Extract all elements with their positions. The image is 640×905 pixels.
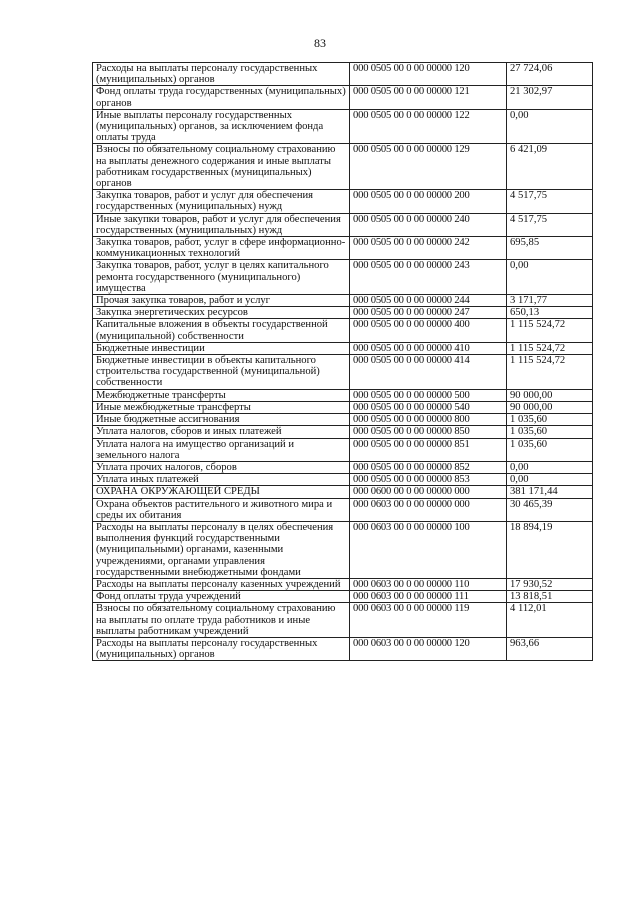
row-code-cell: 000 0505 00 0 00 00000 120 xyxy=(350,63,507,86)
row-code-cell: 000 0505 00 0 00 00000 242 xyxy=(350,237,507,260)
row-name-cell: Иные закупки товаров, работ и услуг для обеспечения государственных (муниципальных) нужд xyxy=(93,213,350,236)
row-code-cell: 000 0505 00 0 00 00000 240 xyxy=(350,213,507,236)
row-name-cell: Уплата налога на имущество организаций и земельного налога xyxy=(93,438,350,461)
row-sum-cell: 695,85 xyxy=(507,237,593,260)
row-sum-cell: 90 000,00 xyxy=(507,389,593,401)
row-name-cell: Бюджетные инвестиции в объекты капитального строительства государственной (муниципальной) собственности xyxy=(93,355,350,390)
table-row xyxy=(93,190,593,213)
row-name-cell: Иные бюджетные ассигнования xyxy=(93,414,350,426)
row-name-cell: Фонд оплаты труда государственных (муниципальных) органов xyxy=(93,86,350,109)
page-number: 83 xyxy=(314,36,326,50)
table-row xyxy=(93,426,593,438)
row-name-cell: Взносы по обязательному социальному страхованию на выплаты по оплате труда работников и иные выплаты работникам учреждений xyxy=(93,603,350,638)
row-sum-cell: 17 930,52 xyxy=(507,578,593,590)
row-code-cell: 000 0505 00 0 00 00000 129 xyxy=(350,144,507,190)
row-name-cell: Взносы по обязательному социальному страхованию на выплаты денежного содержания и иные выплаты работникам государственных (муниципальных) органов xyxy=(93,144,350,190)
row-code-cell: 000 0600 00 0 00 00000 000 xyxy=(350,486,507,498)
row-name-cell: Расходы на выплаты персоналу казенных учреждений xyxy=(93,578,350,590)
row-sum-cell: 0,00 xyxy=(507,260,593,295)
row-sum-cell: 90 000,00 xyxy=(507,401,593,413)
row-code-cell: 000 0603 00 0 00 00000 119 xyxy=(350,603,507,638)
row-sum-cell: 0,00 xyxy=(507,109,593,144)
row-code-cell: 000 0505 00 0 00 00000 410 xyxy=(350,342,507,354)
row-code-cell: 000 0505 00 0 00 00000 851 xyxy=(350,438,507,461)
row-sum-cell: 27 724,06 xyxy=(507,63,593,86)
row-sum-cell: 18 894,19 xyxy=(507,521,593,578)
row-name-cell: Межбюджетные трансферты xyxy=(93,389,350,401)
row-code-cell: 000 0505 00 0 00 00000 852 xyxy=(350,461,507,473)
row-code-cell: 000 0505 00 0 00 00000 414 xyxy=(350,355,507,390)
row-code-cell: 000 0505 00 0 00 00000 244 xyxy=(350,295,507,307)
table-row xyxy=(93,109,593,144)
row-name-cell: Прочая закупка товаров, работ и услуг xyxy=(93,295,350,307)
row-sum-cell: 963,66 xyxy=(507,637,593,660)
row-sum-cell: 4 517,75 xyxy=(507,213,593,236)
row-name-cell: Закупка товаров, работ и услуг для обеспечения государственных (муниципальных) нужд xyxy=(93,190,350,213)
table-row xyxy=(93,144,593,190)
row-sum-cell: 1 115 524,72 xyxy=(507,342,593,354)
row-code-cell: 000 0505 00 0 00 00000 121 xyxy=(350,86,507,109)
row-code-cell: 000 0603 00 0 00 00000 100 xyxy=(350,521,507,578)
row-code-cell: 000 0505 00 0 00 00000 540 xyxy=(350,401,507,413)
table-body xyxy=(93,63,593,661)
row-code-cell: 000 0505 00 0 00 00000 850 xyxy=(350,426,507,438)
row-name-cell: Фонд оплаты труда учреждений xyxy=(93,591,350,603)
table-row xyxy=(93,86,593,109)
row-sum-cell: 0,00 xyxy=(507,474,593,486)
table-row xyxy=(93,438,593,461)
row-code-cell: 000 0505 00 0 00 00000 200 xyxy=(350,190,507,213)
table-row xyxy=(93,486,593,498)
table-row xyxy=(93,578,593,590)
table-row xyxy=(93,213,593,236)
table-row xyxy=(93,295,593,307)
table-row xyxy=(93,414,593,426)
table-row xyxy=(93,237,593,260)
table-row xyxy=(93,389,593,401)
row-code-cell: 000 0505 00 0 00 00000 853 xyxy=(350,474,507,486)
row-code-cell: 000 0505 00 0 00 00000 500 xyxy=(350,389,507,401)
table-row xyxy=(93,401,593,413)
row-sum-cell: 6 421,09 xyxy=(507,144,593,190)
row-code-cell: 000 0603 00 0 00 00000 111 xyxy=(350,591,507,603)
row-code-cell: 000 0505 00 0 00 00000 400 xyxy=(350,319,507,342)
row-sum-cell: 650,13 xyxy=(507,307,593,319)
row-sum-cell: 4 517,75 xyxy=(507,190,593,213)
row-name-cell: Закупка энергетических ресурсов xyxy=(93,307,350,319)
row-name-cell: Уплата налогов, сборов и иных платежей xyxy=(93,426,350,438)
row-code-cell: 000 0505 00 0 00 00000 243 xyxy=(350,260,507,295)
row-sum-cell: 0,00 xyxy=(507,461,593,473)
row-name-cell: Закупка товаров, работ, услуг в целях капитального ремонта государственного (муниципального) имущества xyxy=(93,260,350,295)
row-code-cell: 000 0505 00 0 00 00000 800 xyxy=(350,414,507,426)
table-row xyxy=(93,637,593,660)
row-name-cell: ОХРАНА ОКРУЖАЮЩЕЙ СРЕДЫ xyxy=(93,486,350,498)
row-code-cell: 000 0603 00 0 00 00000 120 xyxy=(350,637,507,660)
row-name-cell: Уплата иных платежей xyxy=(93,474,350,486)
row-sum-cell: 1 035,60 xyxy=(507,438,593,461)
table-row xyxy=(93,591,593,603)
row-sum-cell: 1 115 524,72 xyxy=(507,355,593,390)
row-name-cell: Иные межбюджетные трансферты xyxy=(93,401,350,413)
row-sum-cell: 1 035,60 xyxy=(507,414,593,426)
row-sum-cell: 381 171,44 xyxy=(507,486,593,498)
table-row xyxy=(93,355,593,390)
row-sum-cell: 3 171,77 xyxy=(507,295,593,307)
row-code-cell: 000 0505 00 0 00 00000 247 xyxy=(350,307,507,319)
row-sum-cell: 4 112,01 xyxy=(507,603,593,638)
row-name-cell: Закупка товаров, работ, услуг в сфере информационно-коммуникационных технологий xyxy=(93,237,350,260)
table-row xyxy=(93,603,593,638)
row-sum-cell: 13 818,51 xyxy=(507,591,593,603)
table-row xyxy=(93,474,593,486)
row-sum-cell: 30 465,39 xyxy=(507,498,593,521)
row-name-cell: Расходы на выплаты персоналу государственных (муниципальных) органов xyxy=(93,637,350,660)
row-sum-cell: 1 115 524,72 xyxy=(507,319,593,342)
row-name-cell: Уплата прочих налогов, сборов xyxy=(93,461,350,473)
row-sum-cell: 21 302,97 xyxy=(507,86,593,109)
table-row xyxy=(93,307,593,319)
table-row xyxy=(93,63,593,86)
row-sum-cell: 1 035,60 xyxy=(507,426,593,438)
row-name-cell: Капитальные вложения в объекты государственной (муниципальной) собственности xyxy=(93,319,350,342)
budget-table xyxy=(92,62,593,661)
row-code-cell: 000 0603 00 0 00 00000 000 xyxy=(350,498,507,521)
row-name-cell: Иные выплаты персоналу государственных (муниципальных) органов, за исключением фонда оплаты труда xyxy=(93,109,350,144)
row-name-cell: Охрана объектов растительного и животного мира и среды их обитания xyxy=(93,498,350,521)
table-row xyxy=(93,461,593,473)
row-name-cell: Расходы на выплаты персоналу в целях обеспечения выполнения функций государственными (муниципальными) органами, казенными учреждениями, органами управления государственными внебюджетными фондами xyxy=(93,521,350,578)
table-row xyxy=(93,498,593,521)
table-row xyxy=(93,260,593,295)
row-name-cell: Расходы на выплаты персоналу государственных (муниципальных) органов xyxy=(93,63,350,86)
table-row xyxy=(93,319,593,342)
row-code-cell: 000 0603 00 0 00 00000 110 xyxy=(350,578,507,590)
row-code-cell: 000 0505 00 0 00 00000 122 xyxy=(350,109,507,144)
table-row xyxy=(93,521,593,578)
row-name-cell: Бюджетные инвестиции xyxy=(93,342,350,354)
table-row xyxy=(93,342,593,354)
